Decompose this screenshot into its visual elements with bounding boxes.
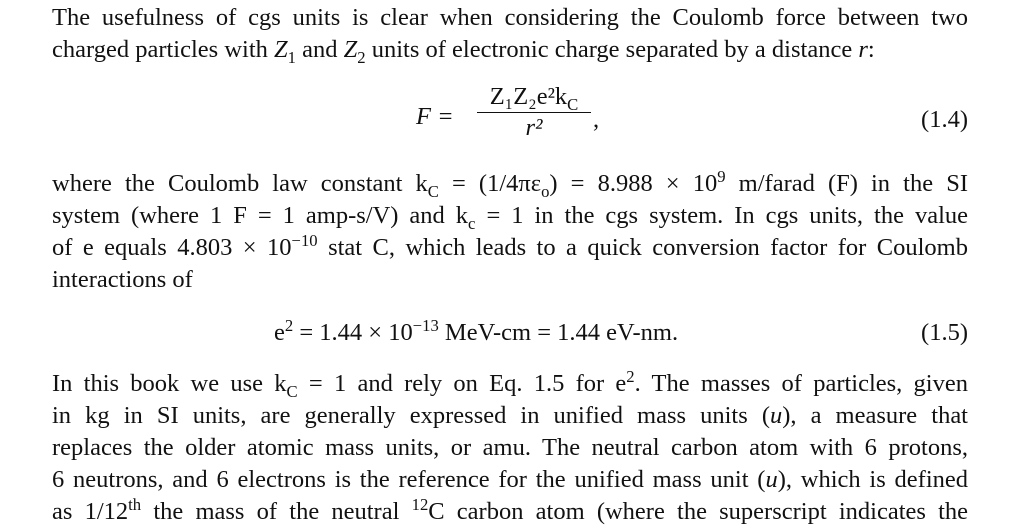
paragraph2-line2: system (where 1 F = 1 amp-s/V) and $k_c = 1$ in the cgs system. In cgs units, the value [52, 202, 968, 233]
paragraph3-line5: as 1/12th the mass of the neutral $^{12}$C carbon atom (where the superscript indicates the [52, 494, 969, 525]
paragraph2-line1: where the Coulomb law constant $k_C = (1/4\pi\varepsilon_o) = 8.988 \times 10^9$ m/farad (F) in the SI [52, 166, 968, 201]
paragraph3-line4: 6 neutrons, and 6 electrons is the reference for the unified mass unit (u), which is defined [52, 466, 968, 493]
paragraph2-line4: interactions of [52, 266, 193, 293]
paragraph2-line3: of e equals $4.803 \times 10^{-10}$ stat C, which leads to a quick conversion factor for Coulomb [52, 230, 968, 261]
equation-fraction: $Z_1Z_2e^2k_C$ r² [477, 82, 591, 143]
paragraph1-line2: charged particles with $Z_1$ and $Z_2$ units of electronic charge separated by a distance r: [52, 36, 875, 67]
paragraph3-line3: replaces the older atomic mass units, or amu. The neutral carbon atom with 6 protons, [52, 434, 968, 461]
equation-number-1-5: (1.5) [921, 319, 968, 346]
paragraph3-line1: In this book we use $k_C = 1$ and rely on Eq. 1.5 for $e^2$. The masses of particles, given [52, 366, 968, 401]
paragraph1-line1: The usefulness of cgs units is clear when considering the Coulomb force between two [52, 4, 968, 31]
equation-number-1-4: (1.4) [921, 106, 968, 133]
paragraph3-line2: in kg in SI units, are generally expressed in unified mass units (u), a measure that [52, 402, 968, 429]
